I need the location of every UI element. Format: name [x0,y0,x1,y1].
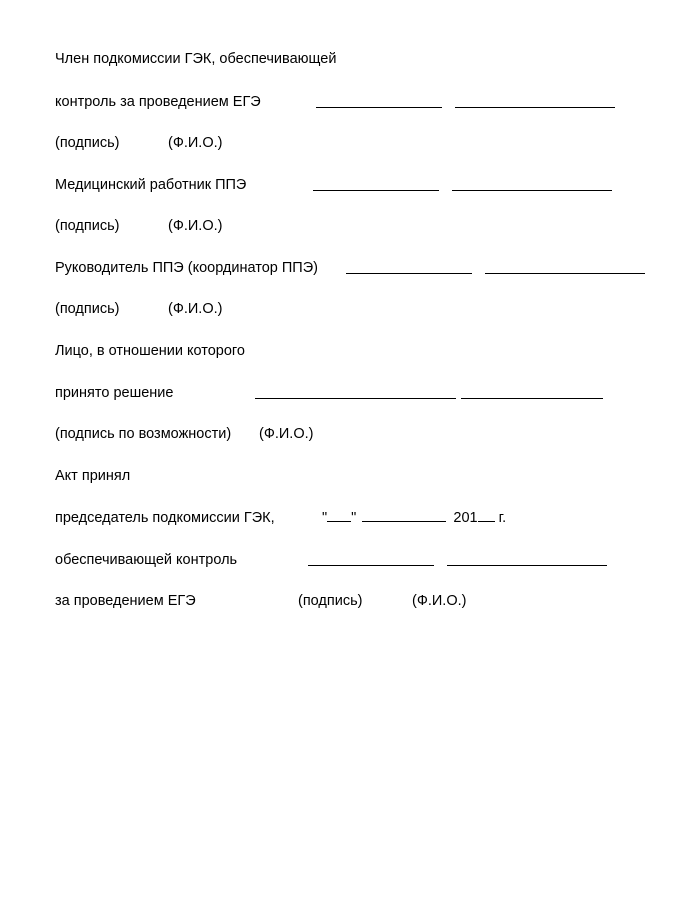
act-accepted-label: Акт принял [55,468,131,484]
chairman-label-line-1: председатель подкомиссии ГЭК, [55,510,275,526]
person-signature-blank[interactable] [255,398,456,399]
chairman-name-blank[interactable] [447,565,607,566]
fio-caption: (Ф.И.О.) [168,218,223,234]
signature-caption: (подпись) [55,218,120,234]
chairman-label-line-2: обеспечивающей контроль [55,552,238,568]
year-blank[interactable] [478,509,495,522]
medical-signature-blank[interactable] [313,190,439,191]
medical-worker-label: Медицинский работник ППЭ [55,177,247,193]
chairman-signature-blank[interactable] [308,565,434,566]
fio-caption: (Ф.И.О.) [412,593,467,609]
fio-caption: (Ф.И.О.) [259,426,314,442]
chairman-label-line-3: за проведением ЕГЭ [55,593,196,609]
signature-caption: (подпись) [55,301,120,317]
member-signature-blank[interactable] [316,107,442,108]
year-suffix: г. [498,510,507,526]
head-signature-blank[interactable] [346,273,472,274]
person-label-line-2: принято решение [55,385,174,401]
day-blank[interactable] [327,509,351,522]
member-name-blank[interactable] [455,107,615,108]
quote-close: " [351,510,357,526]
head-name-blank[interactable] [485,273,645,274]
member-title-line-1: Член подкомиссии ГЭК, обеспечивающей [55,51,337,67]
signature-caption: (подпись) [55,135,120,151]
head-ppe-label: Руководитель ППЭ (координатор ППЭ) [55,260,318,276]
month-blank[interactable] [362,509,446,522]
member-title-line-2: контроль за проведением ЕГЭ [55,94,261,110]
person-label-line-1: Лицо, в отношении которого [55,343,245,359]
quote-open: " [322,510,328,526]
year-prefix: 201 [453,510,478,526]
signature-caption: (подпись) [298,593,363,609]
fio-caption: (Ф.И.О.) [168,135,223,151]
date-field [322,509,506,527]
fio-caption: (Ф.И.О.) [168,301,223,317]
person-name-blank[interactable] [461,398,603,399]
medical-name-blank[interactable] [452,190,612,191]
signature-if-possible-caption: (подпись по возможности) [55,426,232,442]
